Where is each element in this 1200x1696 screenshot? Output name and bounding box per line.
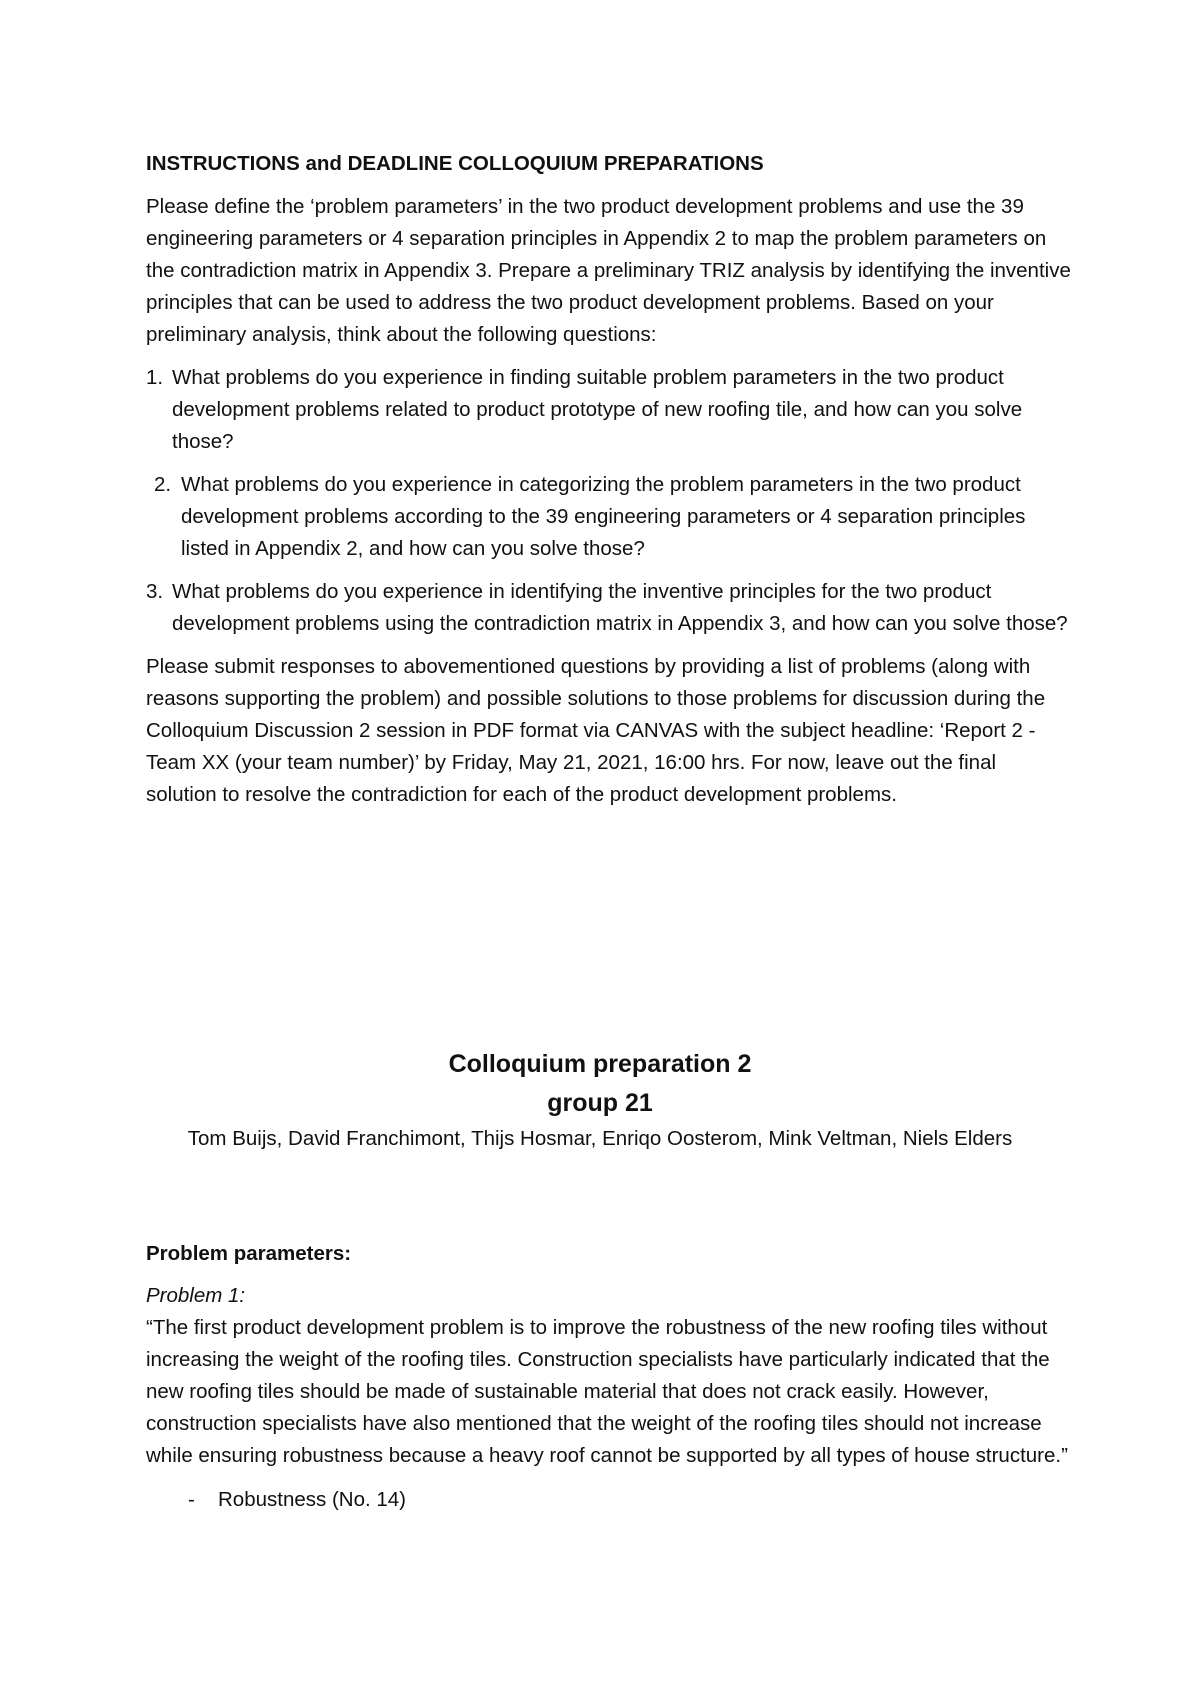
report-title-block [0, 1045, 1200, 1155]
question-text: What problems do you experience in finding suitable problem parameters in the two product development problems related to product prototype of new roofing tile, and how can you solve those? [172, 366, 1023, 453]
problem-parameters-section [146, 1238, 1071, 1516]
problem-1-label: Problem 1: [146, 1284, 246, 1307]
question-number: 2. [154, 473, 172, 496]
problem-1-quote: “The first product development problem is to improve the robustness of the new roofing tiles without increasing the weight of the roofing tiles. Construction specialists have particularly indicated that the new roofing tiles should be made of sustainable material that does not crack easily. However, construction specialists have also mentioned that the weight of the roofing tiles should not increase while ensuring robustness because a heavy roof cannot be supported by all types of house structure.” [146, 1316, 1068, 1467]
list-item [146, 1484, 1071, 1516]
instructions-section [146, 148, 1071, 822]
question-2 [146, 469, 1071, 565]
list-item-text: Robustness (No. 14) [218, 1488, 407, 1511]
question-text: What problems do you experience in categorizing the problem parameters in the two product development problems according to the 39 engineering parameters or 4 separation principles listed in Appendix 2, and how can you solve those? [181, 473, 1026, 560]
problem-parameters-heading: Problem parameters: [146, 1242, 352, 1265]
question-3 [146, 576, 1071, 640]
question-1 [146, 362, 1071, 458]
report-title: Colloquium preparation 2 [448, 1050, 752, 1078]
question-number: 3. [146, 580, 164, 603]
submission-instructions: Please submit responses to abovementioned questions by providing a list of problems (along with reasons supporting the problem) and possible solutions to those problems for discussion during the Colloquium Discussion 2 session in PDF format via CANVAS with the subject headline: ‘Report 2 - Team XX (your team number)’ by Friday, May 21, 2021, 16:00 hrs. For now, leave out the final solution to resolve the contradiction for each of the product development problems. [146, 655, 1046, 806]
question-number: 1. [146, 366, 164, 389]
instructions-intro: Please define the ‘problem parameters’ in the two product development problems and use the 39 engineering parameters or 4 separation principles in Appendix 2 to map the problem parameters on the contradiction matrix in Appendix 3. Prepare a preliminary TRIZ analysis by identifying the inventive principles that can be used to address the two product development problems. Based on your preliminary analysis, think about the following questions: [146, 195, 1071, 346]
dash-bullet: - [188, 1488, 195, 1511]
report-subtitle: group 21 [547, 1089, 653, 1117]
report-authors: Tom Buijs, David Franchimont, Thijs Hosmar, Enriqo Oosterom, Mink Veltman, Niels Elders [187, 1127, 1013, 1150]
instructions-heading: INSTRUCTIONS and DEADLINE COLLOQUIUM PREPARATIONS [146, 152, 764, 175]
question-text: What problems do you experience in identifying the inventive principles for the two product development problems using the contradiction matrix in Appendix 3, and how can you solve those? [172, 580, 1068, 635]
